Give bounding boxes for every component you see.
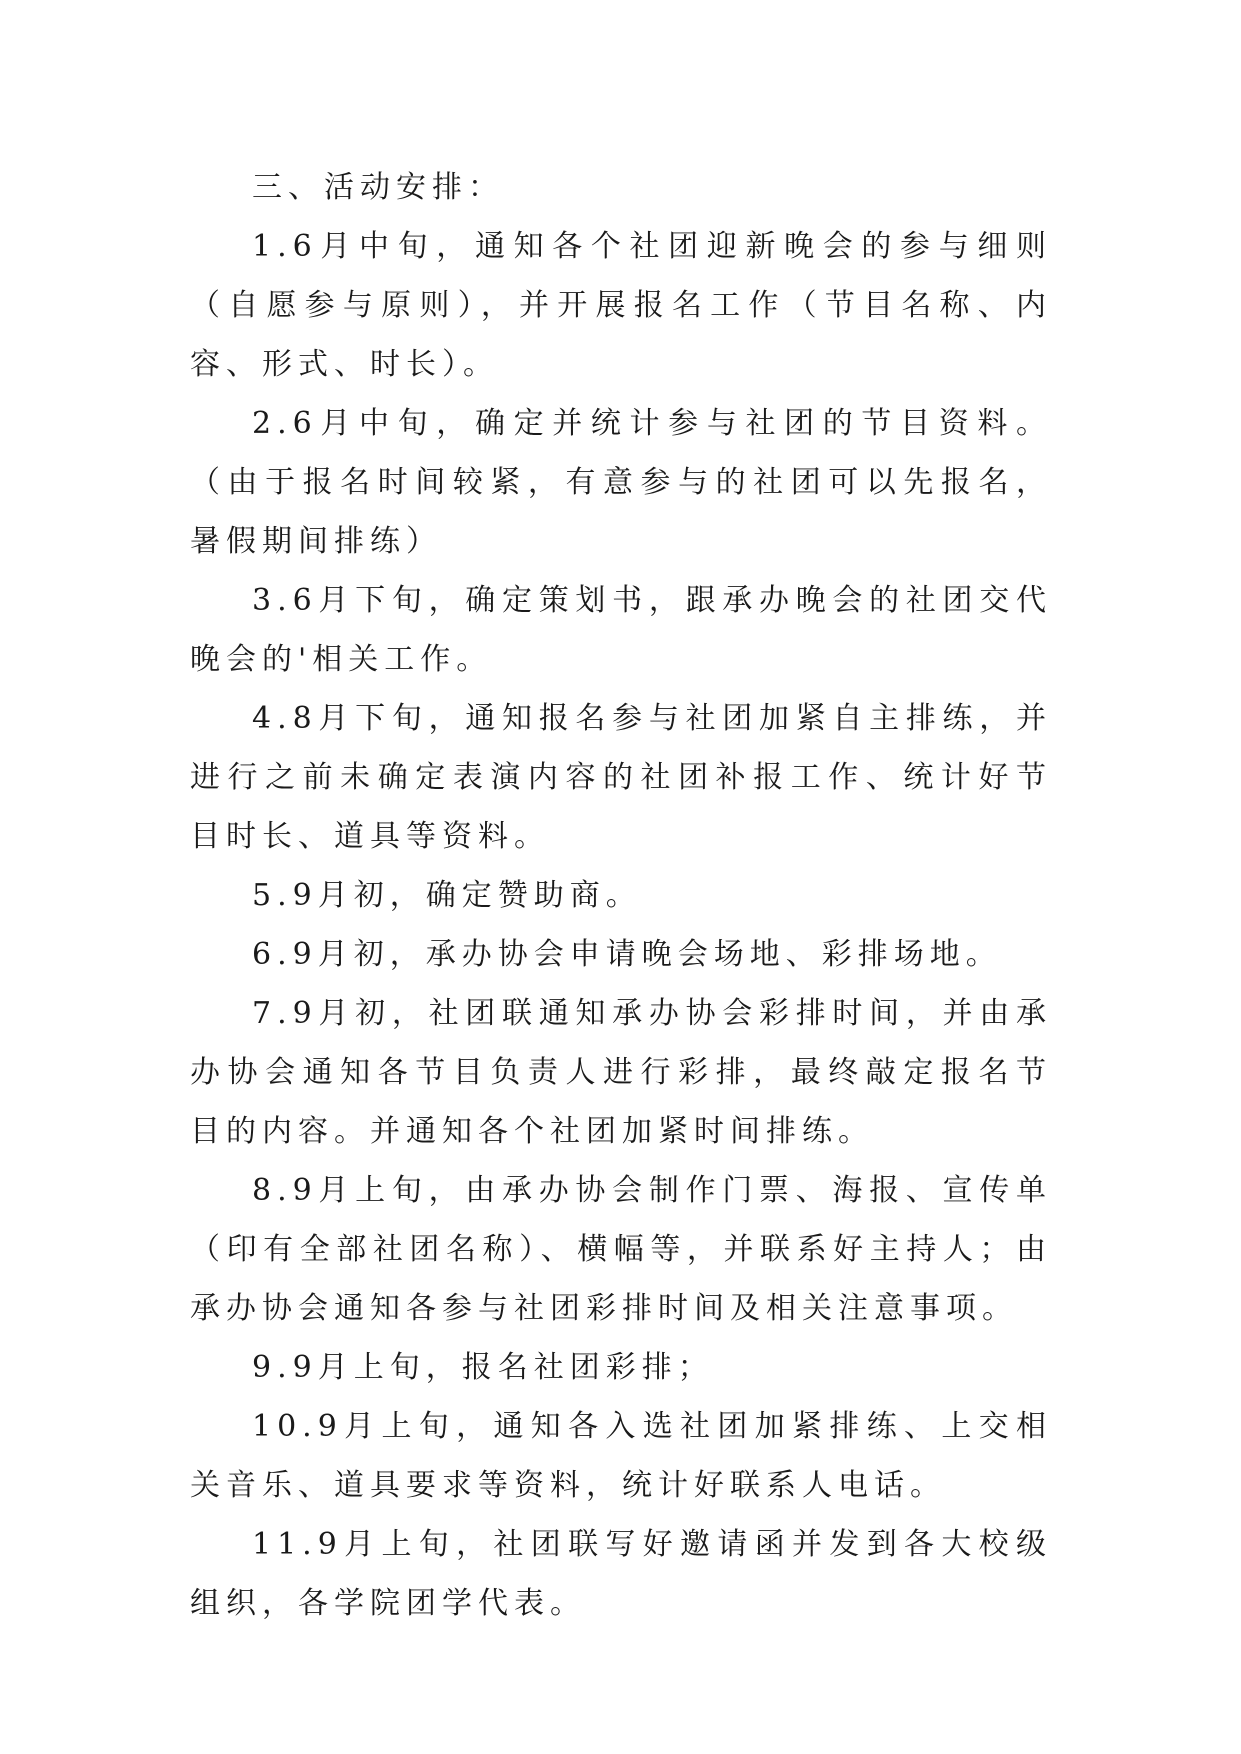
schedule-item-3: 3.6月下旬，确定策划书，跟承办晚会的社团交代晚会的'相关工作。	[190, 583, 1052, 677]
schedule-item-4: 4.8月下旬，通知报名参与社团加紧自主排练，并进行之前未确定表演内容的社团补报工作、统计好节目时长、道具等资料。	[190, 701, 1052, 854]
schedule-item-11: 11.9月上旬，社团联写好邀请函并发到各大校级组织，各学院团学代表。	[190, 1527, 1052, 1621]
schedule-item-6: 6.9月初，承办协会申请晚会场地、彩排场地。	[252, 937, 1002, 972]
section-heading: 三、活动安排：	[252, 170, 504, 205]
schedule-item-9: 9.9月上旬，报名社团彩排；	[252, 1350, 714, 1385]
schedule-item-5: 5.9月初，确定赞助商。	[252, 878, 642, 913]
schedule-item-8: 8.9月上旬，由承办协会制作门票、海报、宣传单（印有全部社团名称）、横幅等，并联系好主持人；由承办协会通知各参与社团彩排时间及相关注意事项。	[190, 1173, 1052, 1326]
schedule-item-10: 10.9月上旬，通知各入选社团加紧排练、上交相关音乐、道具要求等资料，统计好联系人电话。	[190, 1409, 1052, 1503]
document-body	[190, 158, 1052, 1633]
schedule-item-2: 2.6月中旬，确定并统计参与社团的节目资料。（由于报名时间较紧，有意参与的社团可以先报名，暑假期间排练）	[190, 406, 1052, 559]
schedule-item-7: 7.9月初，社团联通知承办协会彩排时间，并由承办协会通知各节目负责人进行彩排，最终敲定报名节目的内容。并通知各个社团加紧时间排练。	[190, 996, 1052, 1149]
schedule-item-1: 1.6月中旬，通知各个社团迎新晚会的参与细则（自愿参与原则），并开展报名工作（节目名称、内容、形式、时长）。	[190, 229, 1052, 382]
